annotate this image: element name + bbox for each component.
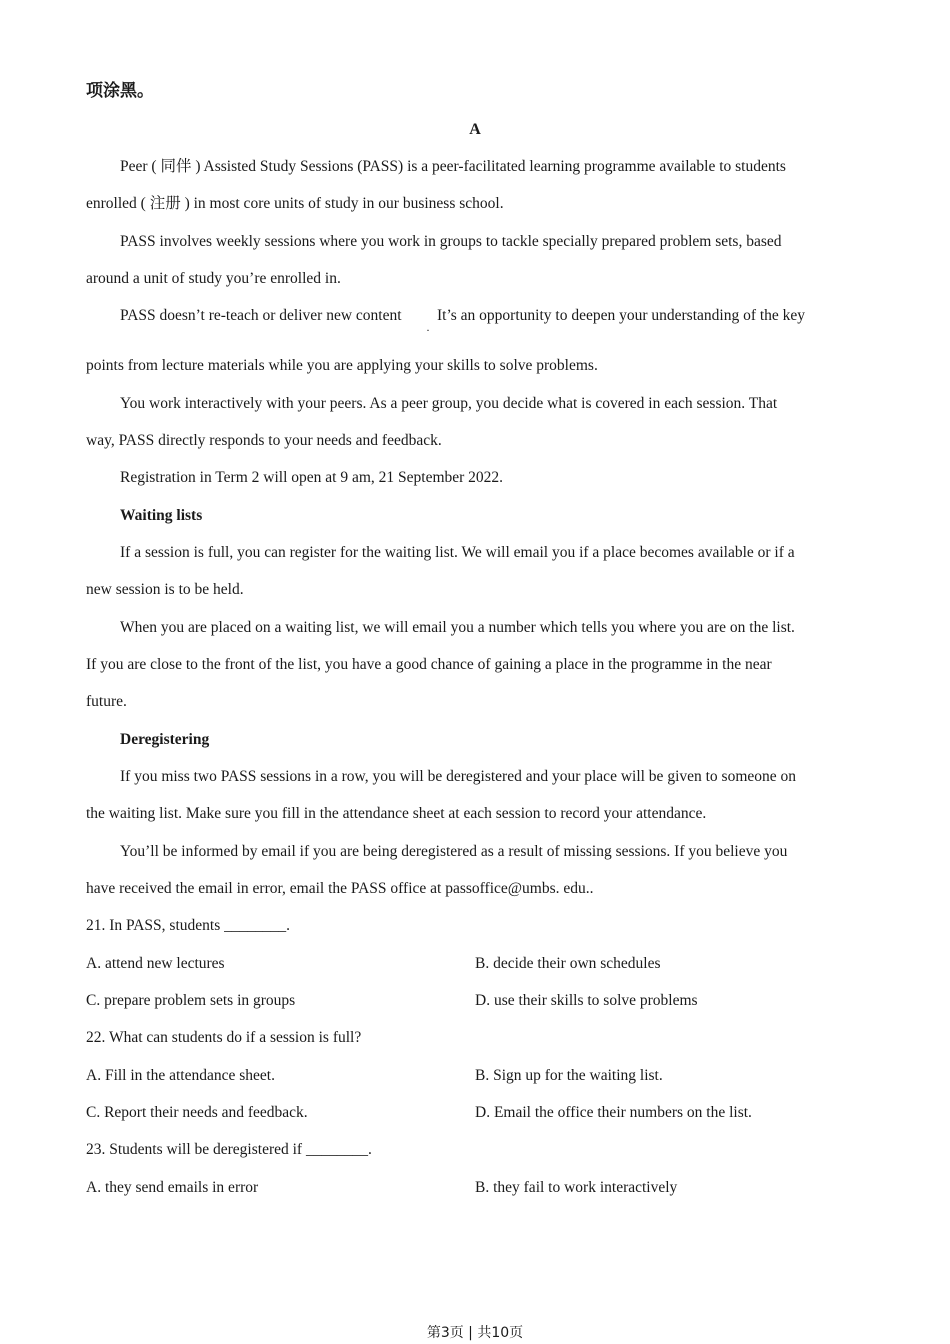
paragraph-line: If a session is full, you can register for the waiting list. We will email you if a place becomes available or if a <box>120 544 795 561</box>
subheading-deregistering: Deregistering <box>120 731 210 748</box>
section-title <box>0 120 950 140</box>
paragraph-line: way, PASS directly responds to your needs and feedback. <box>86 432 442 449</box>
stray-mark: · <box>426 323 430 337</box>
paragraph-line: Registration in Term 2 will open at 9 am, 21 September 2022. <box>120 469 504 486</box>
answer-option[interactable]: A. Fill in the attendance sheet. <box>86 1067 275 1084</box>
paragraph-line: If you miss two PASS sessions in a row, you will be deregistered and your place will be given to someone on <box>120 768 797 785</box>
paragraph-line: future. <box>86 693 127 710</box>
paragraph-line: new session is to be held. <box>86 581 244 598</box>
paragraph-line: You’ll be informed by email if you are being deregistered as a result of missing sessions. If you believe you <box>120 843 788 860</box>
paragraph-line: points from lecture materials while you are applying your skills to solve problems. <box>86 357 598 374</box>
answer-option[interactable]: C. Report their needs and feedback. <box>86 1104 308 1121</box>
paragraph-line: When you are placed on a waiting list, we will email you a number which tells you where you are on the list. <box>120 619 795 636</box>
paragraph-line: You work interactively with your peers. As a peer group, you decide what is covered in each session. That <box>120 395 778 412</box>
header-fragment: 项涂黑。 <box>86 81 154 101</box>
question-stem: 23. Students will be deregistered if ________. <box>86 1141 372 1158</box>
paragraph-line: It’s an opportunity to deepen your understanding of the key <box>437 307 806 324</box>
answer-option[interactable]: B. they fail to work interactively <box>475 1179 678 1196</box>
answer-option[interactable]: B. Sign up for the waiting list. <box>475 1067 663 1084</box>
answer-option[interactable]: A. attend new lectures <box>86 955 225 972</box>
paragraph-line: the waiting list. Make sure you fill in the attendance sheet at each session to record your attendance. <box>86 805 707 822</box>
answer-option[interactable]: D. Email the office their numbers on the list. <box>475 1104 752 1121</box>
answer-option[interactable]: B. decide their own schedules <box>475 955 661 972</box>
paragraph-line: PASS doesn’t re-teach or deliver new content <box>120 307 402 324</box>
paragraph-line: enrolled ( 注册 ) in most core units of study in our business school. <box>86 195 504 212</box>
question-stem: 22. What can students do if a session is full? <box>86 1029 362 1046</box>
question-stem: 21. In PASS, students ________. <box>86 917 290 934</box>
answer-option[interactable]: D. use their skills to solve problems <box>475 992 698 1009</box>
section-title-text: A <box>469 121 481 138</box>
paragraph-line: around a unit of study you’re enrolled in. <box>86 270 341 287</box>
paragraph-line: PASS involves weekly sessions where you work in groups to tackle specially prepared problem sets, based <box>120 233 782 250</box>
page-footer <box>0 1323 950 1343</box>
answer-option[interactable]: A. they send emails in error <box>86 1179 259 1196</box>
answer-option[interactable]: C. prepare problem sets in groups <box>86 992 296 1009</box>
paragraph-line: have received the email in error, email the PASS office at passoffice@umbs. edu.. <box>86 880 594 897</box>
paragraph-line: Peer ( 同伴 ) Assisted Study Sessions (PASS) is a peer-facilitated learning programme available to students <box>120 158 786 175</box>
subheading-waiting-lists: Waiting lists <box>120 507 203 524</box>
paragraph-line: If you are close to the front of the list, you have a good chance of gaining a place in the programme in the near <box>86 656 772 673</box>
page-number: 第3页 | 共10页 <box>426 1325 524 1341</box>
